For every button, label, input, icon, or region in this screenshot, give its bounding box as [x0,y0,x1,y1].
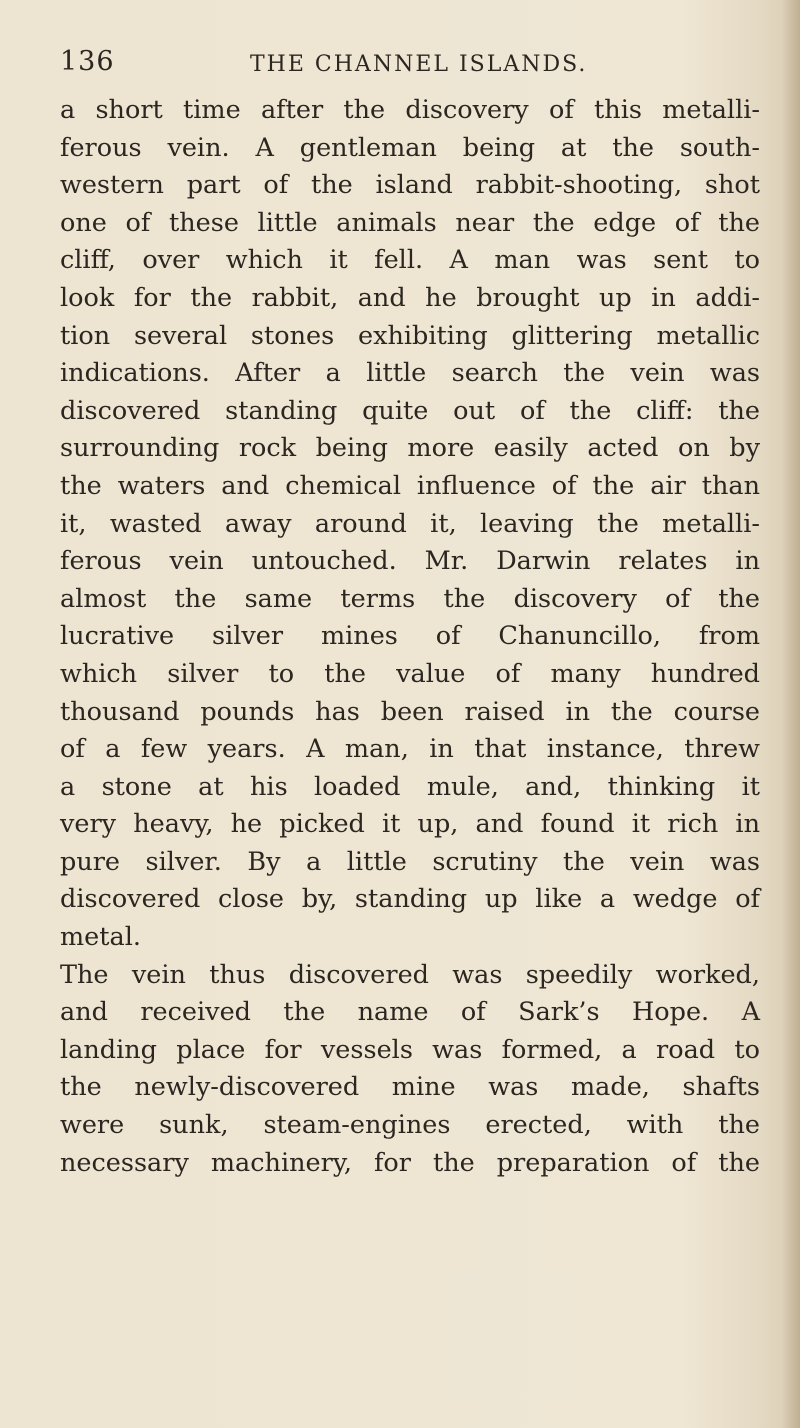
text-line: pure silver. By a little scrutiny the vein was [60,846,760,877]
paragraph-end-line: metal. [60,922,141,953]
text-line: discovered close by, standing up like a wedge of [60,884,760,915]
text-line: a stone at his loaded mule, and, thinking it [60,771,760,802]
text-line: the newly-discovered mine was made, shafts [60,1072,760,1103]
text-line: a short time after the discovery of this metalli- [60,95,760,125]
text-line: which silver to the value of many hundred [60,658,760,689]
text-line: thousand pounds has been raised in the course [60,696,760,727]
page-header [60,46,760,86]
text-line: ferous vein untouched. Mr. Darwin relates in [60,546,760,577]
text-line: were sunk, steam-engines erected, with the [60,1110,760,1141]
page-edge-shadow [782,0,800,1428]
text-line: it, wasted away around it, leaving the metalli- [60,508,760,539]
text-line: cliff, over which it fell. A man was sent to [60,245,760,276]
text-line: discovered standing quite out of the cliff: the [60,395,760,426]
text-line: tion several stones exhibiting glittering metallic [60,320,760,351]
text-line: one of these little animals near the edge of the [60,207,760,238]
body-text [60,92,760,1182]
paragraph-start-line: The vein thus discovered was speedily worked, [60,959,760,990]
text-line: almost the same terms the discovery of the [60,583,760,614]
text-line: western part of the island rabbit-shooting, shot [60,170,760,201]
text-line: indications. After a little search the vein was [60,358,760,389]
text-line: necessary machinery, for the preparation of the [60,1147,760,1178]
text-line: lucrative silver mines of Chanuncillo, from [60,621,760,652]
page-number: 136 [60,46,115,77]
text-line: landing place for vessels was formed, a road to [60,1034,760,1065]
text-line: very heavy, he picked it up, and found it rich in [60,809,760,840]
text-line: ferous vein. A gentleman being at the south- [60,132,760,163]
text-line: of a few years. A man, in that instance, threw [60,734,760,765]
text-line: the waters and chemical influence of the air than [60,470,760,501]
running-head: THE CHANNEL ISLANDS. [250,52,588,77]
text-line: and received the name of Sark’s Hope. A [60,997,760,1028]
text-line: surrounding rock being more easily acted on by [60,433,760,464]
text-line: look for the rabbit, and he brought up in addi- [60,282,760,313]
